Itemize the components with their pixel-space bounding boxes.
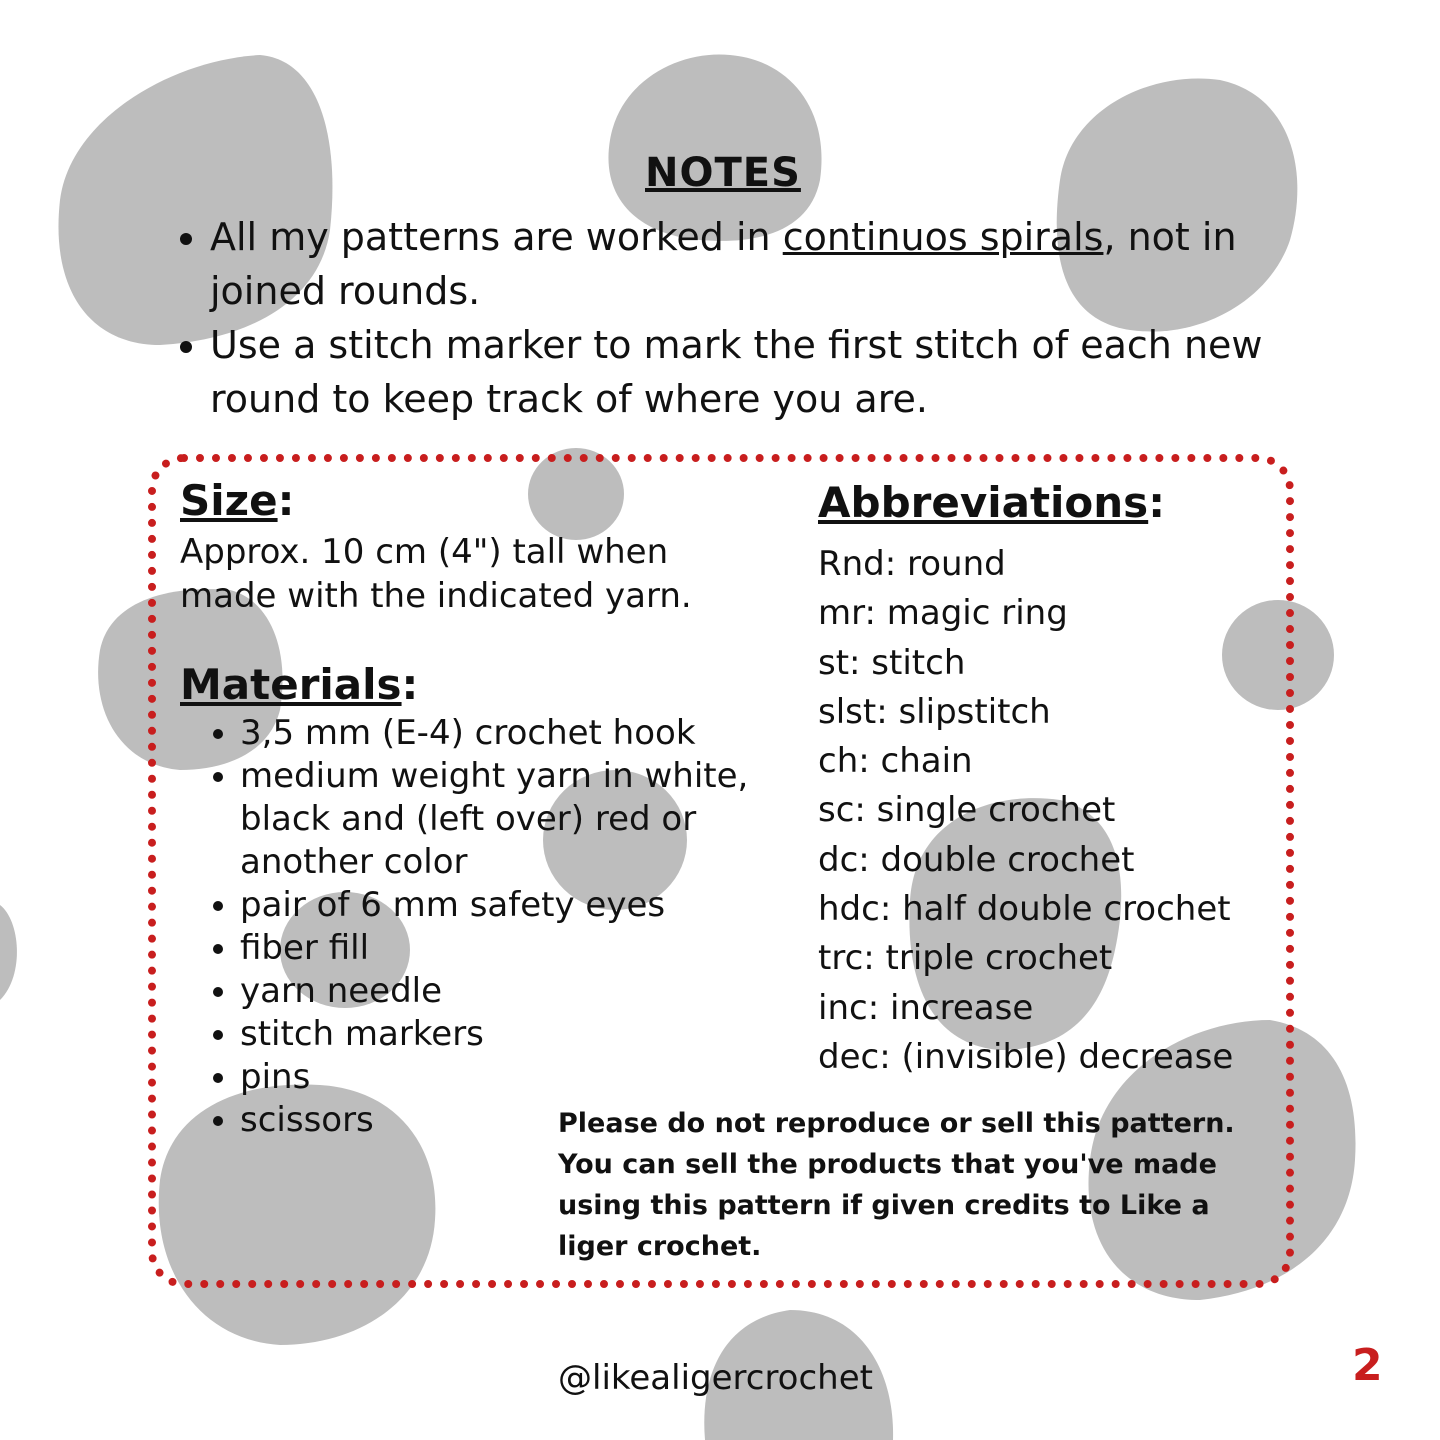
- list-item: slst: slipstitch: [818, 691, 1051, 732]
- list-item: dec: (invisible) decrease: [818, 1036, 1234, 1077]
- list-item: • scissors: [240, 1099, 800, 1142]
- list-item: st: stitch: [818, 642, 966, 683]
- note-underlined-text: continuos spirals: [782, 215, 1104, 259]
- list-item: ch: chain: [818, 741, 973, 782]
- notes-list: [170, 210, 1320, 426]
- list-item: [210, 318, 1320, 426]
- list-item: dc: double crochet: [818, 839, 1135, 880]
- list-item: • medium weight yarn in white, black and (left over) red or another color: [240, 755, 800, 884]
- list-item: • 3,5 mm (E-4) crochet hook: [240, 712, 800, 755]
- size-heading-label: Size: [180, 476, 278, 525]
- list-item: • stitch markers: [240, 1013, 800, 1056]
- abbreviations-list: [818, 540, 1268, 1082]
- size-heading: [180, 476, 294, 525]
- list-item: • pair of 6 mm safety eyes: [240, 884, 800, 927]
- list-item: inc: increase: [818, 987, 1034, 1028]
- page-number: 2: [1352, 1340, 1383, 1391]
- list-item: sc: single crochet: [818, 790, 1116, 831]
- social-handle: @likealigercrochet: [558, 1358, 873, 1398]
- note-text: All my patterns are worked in: [210, 215, 783, 259]
- materials-heading: [180, 660, 418, 709]
- materials-list: [200, 712, 800, 1142]
- list-item: hdc: half double crochet: [818, 889, 1231, 930]
- size-heading-colon: :: [277, 476, 295, 525]
- materials-heading-colon: :: [401, 660, 419, 709]
- note-text: , not in joined rounds.: [210, 215, 1237, 313]
- abbreviations-heading: [818, 478, 1165, 527]
- note-text: Use a stitch marker to mark the first stitch of each new round to keep track of where you are.: [210, 323, 1263, 421]
- size-text: Approx. 10 cm (4") tall when made with the indicated yarn.: [180, 532, 692, 616]
- list-item: • fiber fill: [240, 927, 800, 970]
- list-item: [210, 210, 1320, 318]
- copyright-notice: Please do not reproduce or sell this pattern. You can sell the products that you've made using this pattern if given credits to Like a liger crochet.: [558, 1108, 1235, 1262]
- list-item: trc: triple crochet: [818, 938, 1113, 979]
- list-item: • pins: [240, 1056, 800, 1099]
- list-item: • yarn needle: [240, 970, 800, 1013]
- abbreviations-heading-label: Abbreviations: [818, 478, 1149, 527]
- list-item: Rnd: round: [818, 544, 1006, 584]
- materials-heading-label: Materials: [180, 660, 402, 709]
- list-item: mr: magic ring: [818, 593, 1068, 634]
- notes-title: NOTES: [645, 150, 801, 196]
- abbreviations-heading-colon: :: [1148, 478, 1165, 527]
